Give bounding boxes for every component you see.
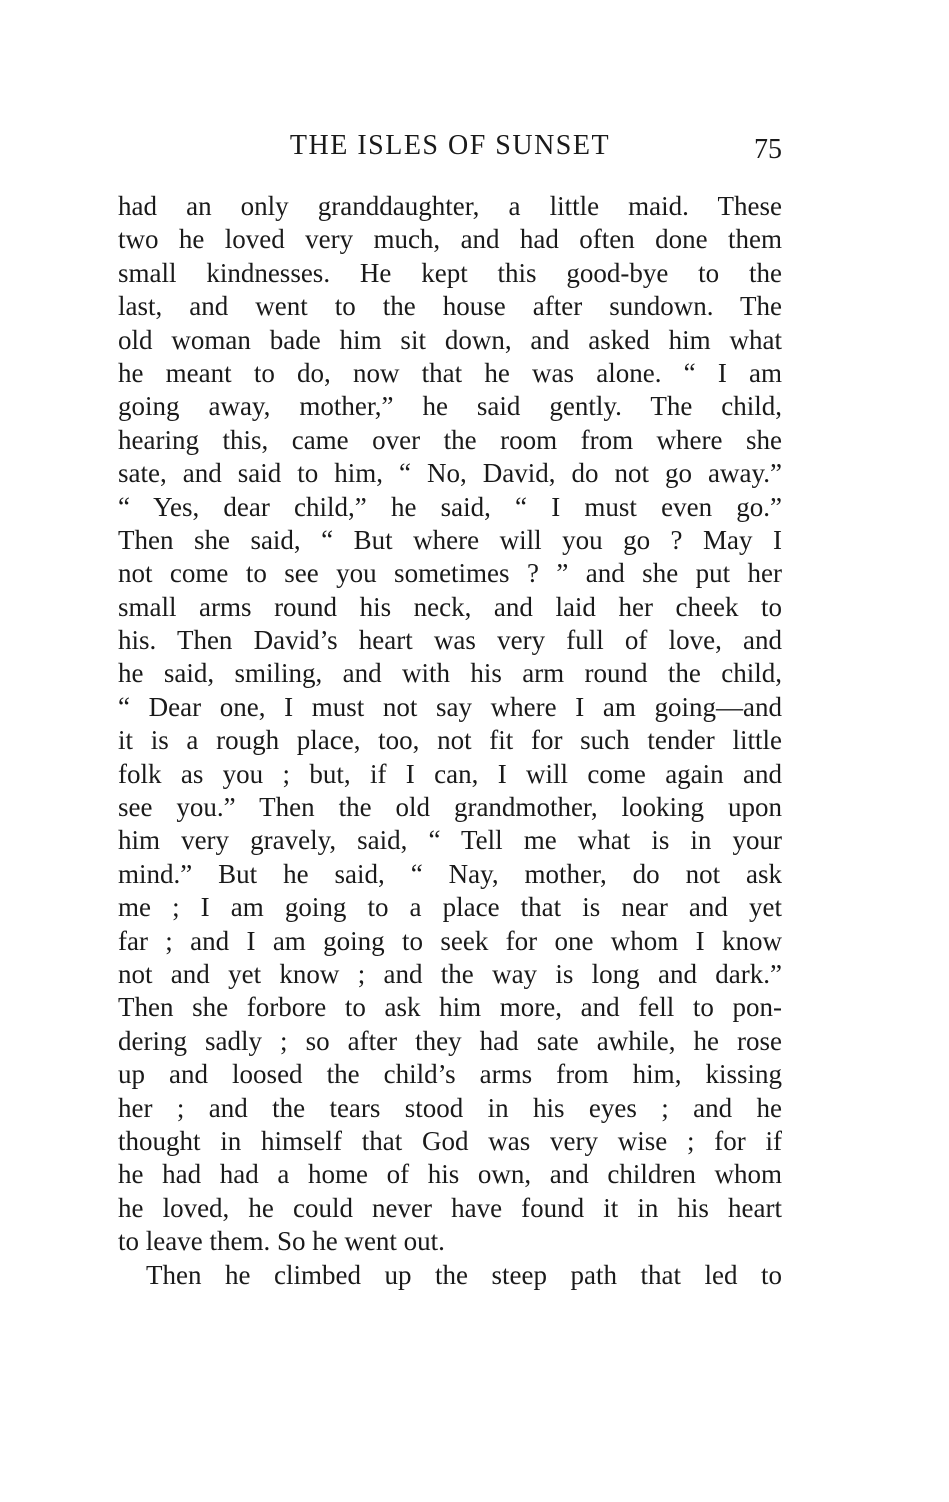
text-line: folk as you ; but, if I can, I will come again and [118, 758, 782, 789]
text-line: he said, smiling, and with his arm round the child, [118, 658, 782, 689]
text-line: far ; and I am going to seek for one whom I know [118, 925, 782, 956]
text-line: had an only granddaughter, a little maid. These [118, 191, 782, 221]
text-line: he loved, he could never have found it in his heart [118, 1192, 782, 1223]
text-line: not and yet know ; and the way is long and dark.” [118, 958, 782, 989]
text-line: two he loved very much, and had often done them [118, 224, 782, 255]
text-line: “ Yes, dear child,” he said, “ I must even go.” [118, 491, 782, 522]
text-line: see you.” Then the old grandmother, looking upon [118, 792, 782, 823]
text-line: mind.” But he said, “ Nay, mother, do not ask [118, 858, 782, 889]
text-line: me ; I am going to a place that is near and yet [118, 892, 782, 923]
text-line: going away, mother,” he said gently. The child, [118, 391, 782, 422]
text-line: thought in himself that God was very wise ; for if [118, 1125, 782, 1156]
body-text [118, 190, 782, 1292]
text-line: Then she forbore to ask him more, and fell to pon- [118, 992, 782, 1023]
text-line: small kindnesses. He kept this good-bye to the [118, 257, 782, 288]
text-line: last, and went to the house after sundown. The [118, 291, 782, 322]
text-line: sate, and said to him, “ No, David, do not go away.” [118, 458, 782, 489]
text-line: dering sadly ; so after they had sate awhile, he rose [118, 1025, 782, 1056]
text-line: Then she said, “ But where will you go ? May I [118, 524, 782, 555]
text-line: small arms round his neck, and laid her cheek to [118, 591, 782, 622]
text-line: it is a rough place, too, not fit for such tender little [118, 725, 782, 756]
text-line: hearing this, came over the room from where she [118, 424, 782, 455]
paragraph-start-line: Then he climbed up the steep path that led to [146, 1259, 782, 1290]
text-line: old woman bade him sit down, and asked him what [118, 324, 782, 355]
text-line: his. Then David’s heart was very full of love, and [118, 625, 782, 656]
text-line: “ Dear one, I must not say where I am going—and [118, 691, 782, 722]
text-line: not come to see you sometimes ? ” and she put her [118, 558, 782, 589]
text-line: he had had a home of his own, and children whom [118, 1159, 782, 1190]
page-number: 75 [754, 134, 782, 165]
text-line: him very gravely, said, “ Tell me what is in your [118, 825, 782, 856]
text-line: he meant to do, now that he was alone. “ I am [118, 357, 782, 388]
running-head [118, 128, 782, 168]
running-title: THE ISLES OF SUNSET [289, 130, 611, 161]
text-line: her ; and the tears stood in his eyes ; and he [118, 1092, 782, 1123]
text-line: up and loosed the child’s arms from him, kissing [118, 1059, 782, 1090]
paragraph-end-line: to leave them. So he went out. [118, 1226, 445, 1257]
